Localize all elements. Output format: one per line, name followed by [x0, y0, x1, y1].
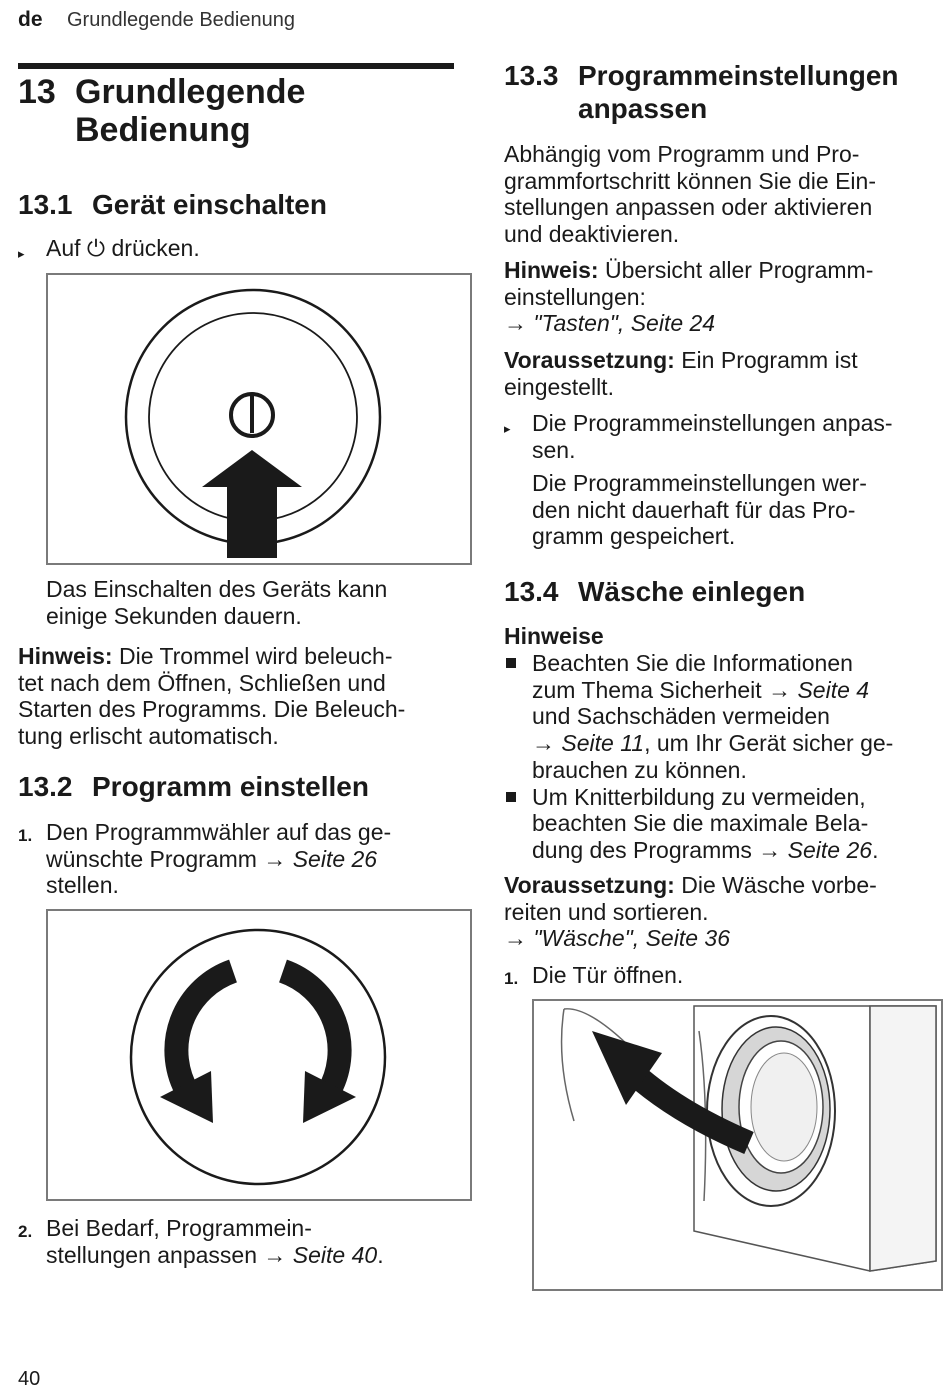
step-open-door [504, 962, 940, 989]
heading-title: Wäsche einlegen [578, 576, 806, 607]
page-reference[interactable]: Seite 11 [561, 730, 645, 757]
note-line: tet nach dem Öffnen, Schließen und [18, 669, 386, 696]
requirement-label: Voraussetzung: [504, 872, 675, 898]
hint-item-creases [504, 784, 940, 864]
heading-number: 13.3 [504, 60, 559, 91]
step-line: stellen. [46, 872, 119, 899]
heading-number: 13.2 [18, 771, 73, 802]
step-line: Den Programmwähler auf das ge- [46, 819, 392, 845]
note-line: einstellungen: [504, 283, 646, 310]
hint-line: , um Ihr Gerät sicher ge- [644, 730, 894, 757]
step-number: 1. [18, 826, 33, 845]
chapter-title-line2: Bedienung [75, 111, 251, 149]
power-icon: ⏻ [86, 235, 106, 261]
step-line: sen. [532, 436, 576, 463]
triangle-icon: ▸ [504, 421, 511, 436]
chapter-number: 13 [18, 73, 56, 111]
step-line-end: . [377, 1241, 384, 1268]
caption-line: einige Sekunden dauern. [46, 602, 302, 629]
section-rule [18, 63, 454, 69]
hints-title: Hinweise [504, 623, 604, 649]
step-line: Die Tür öffnen. [532, 962, 684, 988]
arrow-icon: → [758, 836, 782, 863]
arrow-icon: → [263, 845, 287, 872]
paragraph-line: grammfortschritt können Sie die Ein- [504, 167, 876, 194]
page-reference[interactable]: "Tasten", Seite 24 [533, 310, 716, 337]
hint-line: beachten Sie die maximale Bela- [532, 810, 869, 837]
chapter-title-line1: Grundlegende [75, 73, 306, 111]
heading-title: Programm einstellen [92, 771, 369, 802]
heading-13-1 [18, 188, 454, 222]
requirement-label: Voraussetzung: [504, 347, 675, 373]
arrow-icon: → [504, 310, 527, 337]
caption-power-on [46, 576, 466, 629]
paragraph-line: stellungen anpassen oder aktivieren [504, 194, 873, 221]
requirement-line: Die Wäsche vorbe- [674, 872, 877, 898]
note-line: Starten des Programms. Die Beleuch- [18, 696, 406, 723]
arrow-icon: → [263, 1241, 287, 1268]
hint-list [504, 650, 940, 864]
requirement-program [504, 347, 940, 400]
hint-line-end: . [872, 836, 879, 863]
heading-title-line2: anpassen [578, 93, 708, 124]
step-line: Bei Bedarf, Programmein- [46, 1215, 312, 1241]
door-open-figure [532, 999, 943, 1291]
heading-13-4 [504, 575, 940, 609]
page-reference[interactable]: Seite 26 [292, 845, 378, 872]
hint-line: zum Thema Sicherheit [532, 676, 769, 703]
heading-title [578, 59, 948, 125]
step-number: 1. [504, 969, 519, 988]
heading-title: Gerät einschalten [92, 189, 327, 220]
heading-number: 13.1 [18, 189, 73, 220]
hint-line: dung des Programms [532, 836, 759, 863]
hint-line: brauchen zu können. [532, 756, 747, 783]
requirement-laundry [504, 872, 940, 952]
chapter-heading [18, 73, 454, 153]
result-line: gramm gespeichert. [532, 523, 736, 550]
heading-13-3 [504, 59, 940, 127]
result-line: den nicht dauerhaft für das Pro- [532, 496, 856, 523]
step-select-program [18, 819, 454, 899]
hint-line: und Sachschäden vermeiden [532, 703, 830, 730]
note-line: Übersicht aller Programm- [598, 257, 874, 283]
hint-line: Beachten Sie die Informationen [532, 650, 853, 676]
requirement-line: reiten und sortieren. [504, 898, 709, 925]
arrow-icon: → [532, 730, 555, 757]
hint-item-safety [504, 650, 940, 784]
step-text-post: drücken. [111, 235, 200, 261]
requirement-line: eingestellt. [504, 373, 614, 400]
note-line: Die Trommel wird beleuch- [112, 643, 393, 669]
program-dial-figure [46, 909, 472, 1201]
paragraph-adjust [504, 141, 940, 248]
header-language: de [18, 8, 43, 31]
triangle-icon: ▸ [18, 246, 25, 261]
heading-title-line1: Programmeinstellungen [578, 60, 899, 91]
result-line: Die Programmeinstellungen wer- [532, 470, 867, 496]
caption-line: Das Einschalten des Geräts kann [46, 576, 388, 602]
result-not-saved [532, 470, 942, 550]
note-label: Hinweis: [18, 643, 113, 669]
heading-13-2 [18, 770, 454, 804]
bullet-square-icon [506, 792, 516, 802]
step-adjust-settings [18, 1215, 454, 1268]
note-drum-light [18, 643, 458, 750]
note-label: Hinweis: [504, 257, 599, 283]
arrow-icon: → [504, 925, 527, 952]
page-reference[interactable]: Seite 4 [797, 676, 870, 703]
note-settings-overview [504, 257, 940, 337]
step-adjust-program-settings [504, 410, 940, 463]
step-line: Die Programmeinstellungen anpas- [532, 410, 893, 436]
requirement-line: Ein Programm ist [674, 347, 858, 373]
note-line: tung erlischt automatisch. [18, 723, 279, 750]
chapter-title [75, 73, 455, 149]
arrow-icon: → [768, 676, 792, 703]
paragraph-line: Abhängig vom Programm und Pro- [504, 141, 860, 167]
paragraph-line: und deaktivieren. [504, 221, 680, 248]
power-button-figure [46, 273, 472, 565]
step-line: wünschte Programm [46, 845, 264, 872]
page-reference[interactable]: Seite 26 [787, 836, 873, 863]
heading-number: 13.4 [504, 576, 559, 607]
bullet-square-icon [506, 658, 516, 668]
step-text-pre: Auf [46, 235, 81, 261]
header-title: Grundlegende Bedienung [67, 9, 295, 31]
hint-line: Um Knitterbildung zu vermeiden, [532, 783, 866, 810]
step-number: 2. [18, 1222, 33, 1241]
page-reference[interactable]: Seite 40 [292, 1241, 378, 1268]
step-line: stellungen anpassen [46, 1241, 264, 1268]
page-reference[interactable]: "Wäsche", Seite 36 [533, 925, 730, 952]
page-number: 40 [18, 1368, 41, 1390]
